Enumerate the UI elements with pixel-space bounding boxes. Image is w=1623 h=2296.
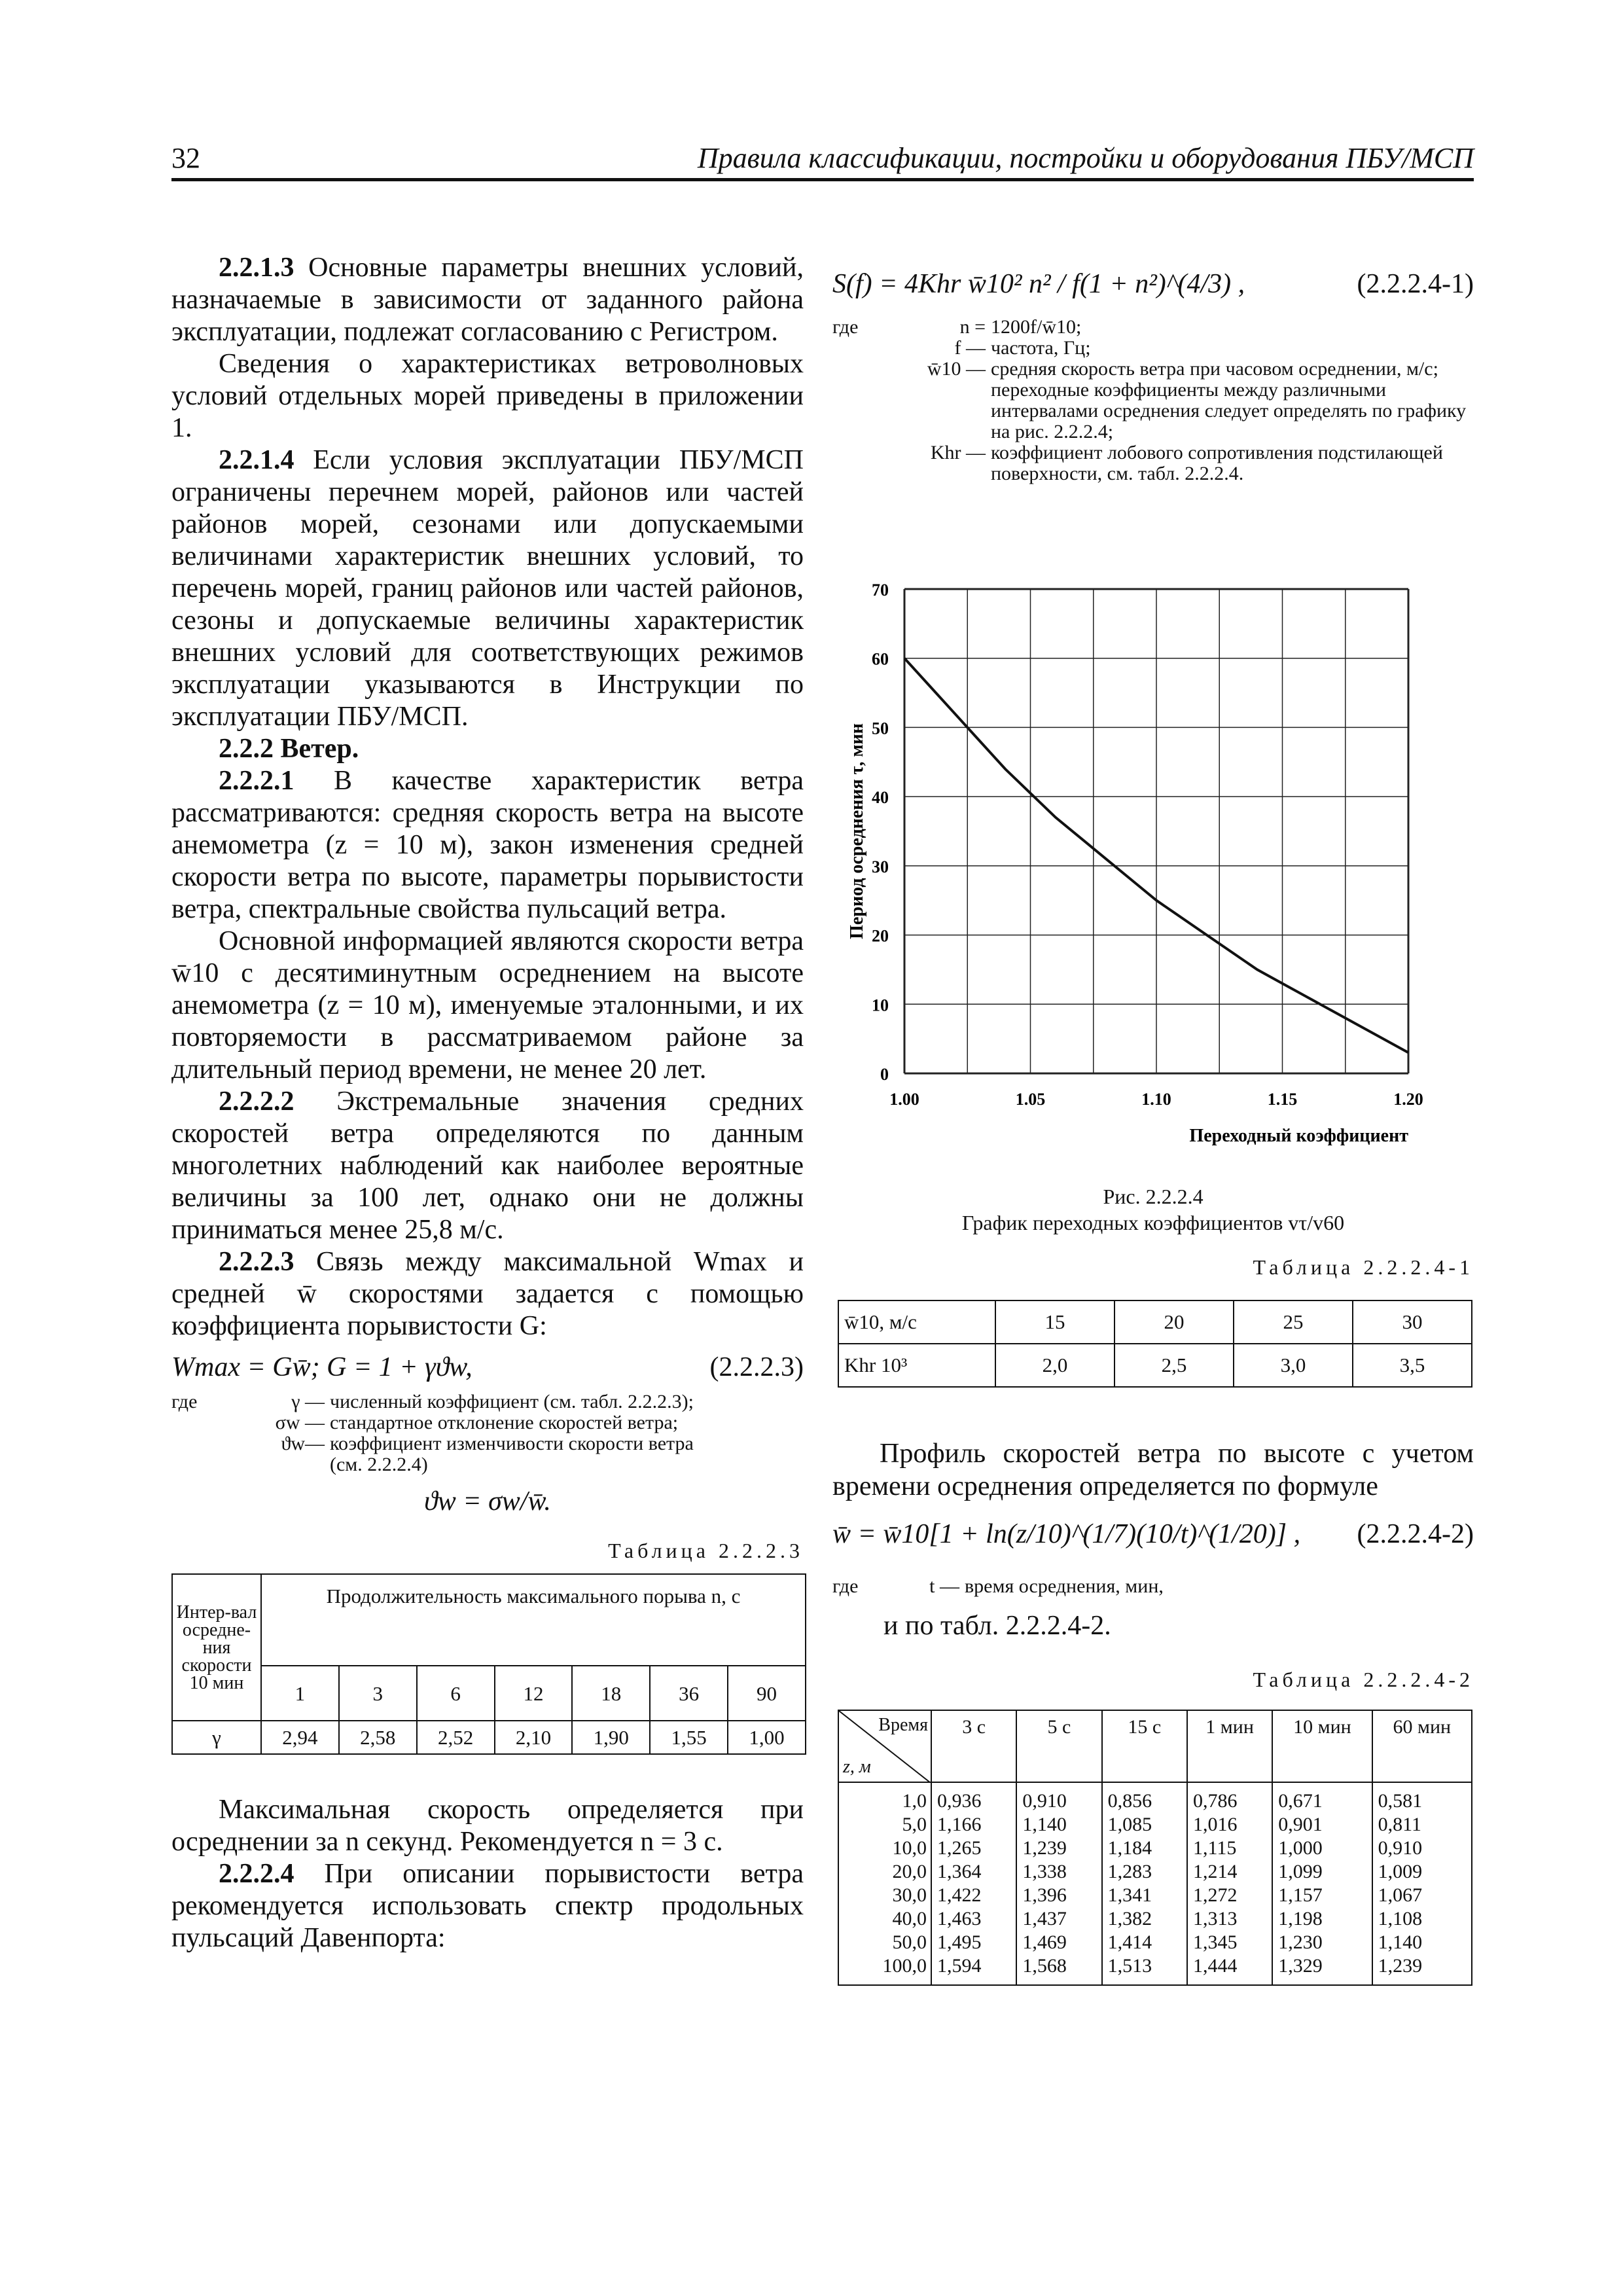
table-cell: 2,94: [261, 1721, 339, 1754]
table-2-2-2-3: [171, 1573, 806, 1755]
table-cell: 1,000: [1278, 1837, 1323, 1859]
table-cell: 1,108: [1378, 1908, 1423, 1929]
table-cell: 1,422: [937, 1884, 982, 1906]
table-row-label: γ: [172, 1721, 261, 1754]
table-cell: 15: [995, 1300, 1115, 1344]
table-cell: 0,811: [1378, 1814, 1421, 1835]
table-col-header: 1: [261, 1666, 339, 1721]
where-value: стандартное отклонение скоростей ветра;: [330, 1412, 679, 1433]
y-tick-label: 0: [880, 1065, 889, 1084]
table-cell: 0,901: [1278, 1814, 1323, 1835]
where-row: [832, 442, 1474, 484]
para-text: В качестве характеристик ветра рассматриваются: средняя скорость ветра на высоте анемометра (z = 10 м), закон изменения средней скорости ветра по высоте, параметры порывистости ветра, спектральные свойства пульсаций ветра.: [171, 766, 804, 924]
y-axis-label: Период осреднения τ, мин: [847, 723, 867, 939]
header-rule: [171, 178, 1474, 181]
para-text: При описании порывистости ветра рекомендуется использовать спектр продольных пульсаций Давенпорта:: [171, 1859, 804, 1953]
table-cell: 30,0: [892, 1884, 927, 1906]
para-2-2-1-4: [171, 444, 804, 733]
table-cell: 1,166: [937, 1814, 982, 1835]
table-cell: 1,283: [1107, 1861, 1152, 1882]
where-key: w̄10 —: [927, 358, 986, 380]
para-text: Сведения о характеристиках ветроволновых условий отдельных морей приведены в приложении 1.: [171, 349, 804, 443]
table-col-header: 18: [572, 1666, 650, 1721]
section-number: 2.2.2.1: [219, 766, 294, 796]
where-label: [171, 1454, 226, 1475]
x-tick-label: 1.20: [1393, 1090, 1423, 1109]
table-cell: 1,009: [1378, 1861, 1423, 1882]
table-cols-row: [172, 1666, 806, 1721]
table-cell: 0,910: [1022, 1790, 1067, 1812]
table-cell: 1,0: [902, 1790, 927, 1812]
formula-number: (2.2.2.4-1): [1357, 269, 1474, 299]
section-number: 2.2.1.3: [219, 253, 294, 283]
table-cell: 2,58: [339, 1721, 417, 1754]
table-cell: 2,5: [1115, 1344, 1234, 1387]
chart-2-2-2-4: [844, 576, 1472, 1178]
table-row: [172, 1721, 806, 1754]
table-cell: 0,910: [1378, 1837, 1423, 1859]
corner-top: Время: [878, 1715, 928, 1735]
table-cell: 1,115: [1192, 1837, 1237, 1859]
table-col: [1372, 1782, 1472, 1985]
table-cell: 5,0: [902, 1814, 927, 1835]
table-cell: 1,341: [1107, 1884, 1152, 1906]
table-col-header: 90: [728, 1666, 806, 1721]
para-2-2-1-3: [171, 252, 804, 348]
table-cell: 2,0: [995, 1344, 1115, 1387]
table-col-header: 12: [495, 1666, 573, 1721]
table-cell: 0,786: [1192, 1790, 1238, 1812]
where-key: γ —: [291, 1391, 325, 1412]
formula-davenport: [832, 268, 1474, 300]
where-key: Khr —: [930, 442, 986, 463]
where-label: [832, 338, 887, 359]
y-tick-label: 10: [872, 996, 889, 1015]
table-z-col: [838, 1782, 931, 1985]
table-cell: 1,414: [1107, 1931, 1152, 1953]
table-header-row: [838, 1710, 1472, 1782]
where-label: [832, 359, 887, 442]
table-cell: 1,184: [1107, 1837, 1152, 1859]
table-col: [1187, 1782, 1272, 1985]
table-cell: 1,444: [1192, 1955, 1238, 1977]
table-col-header: 15 с: [1102, 1710, 1187, 1782]
y-tick-label: 20: [872, 926, 889, 946]
table-cell: 0,671: [1278, 1790, 1323, 1812]
table-cell: 25: [1234, 1300, 1353, 1344]
formula-number: (2.2.2.4-2): [1357, 1519, 1474, 1549]
para-2-2-2-2: [171, 1086, 804, 1246]
table-head-duration: Продолжительность максимального порыва n, с: [261, 1574, 806, 1666]
table-cell: 0,856: [1107, 1790, 1152, 1812]
where-key: f —: [954, 337, 986, 359]
section-number: 2.2.2.2: [219, 1086, 294, 1117]
table-cell: 3,5: [1353, 1344, 1472, 1387]
table-col-header: 3: [339, 1666, 417, 1721]
where-label: где: [832, 316, 859, 338]
para-text: Если условия эксплуатации ПБУ/МСП ограничены перечнем морей, районов или частей районов морей, сезонами или допускаемыми величинами характеристик внешних условий, то перечень морей, границ районов или частей районов, сезоны и допускаемые величины характеристик внешних условий для соответствующих режимов эксплуатации указываются в Инструкции по эксплуатации ПБУ/МСП.: [171, 445, 804, 732]
figure-title: График переходных коэффициентов vτ/v60: [961, 1211, 1345, 1234]
table-cell: 1,265: [937, 1837, 982, 1859]
where-value: коэффициент лобового сопротивления подстилающей поверхности, см. табл. 2.2.2.4.: [991, 442, 1443, 484]
table-row: [838, 1344, 1472, 1387]
table-cell: 1,140: [1378, 1931, 1423, 1953]
where-value: численный коэффициент (см. табл. 2.2.2.3);: [330, 1391, 694, 1412]
where-value: частота, Гц;: [991, 337, 1091, 359]
where-list-2: [832, 1576, 1474, 1597]
corner-bottom: z, м: [843, 1757, 871, 1777]
running-title: Правила классификации, постройки и оборудования ПБУ/МСП: [697, 142, 1474, 174]
y-tick-label: 30: [872, 857, 889, 876]
x-tick-label: 1.15: [1267, 1090, 1298, 1109]
table-col: [1272, 1782, 1372, 1985]
where-label: где: [832, 1575, 859, 1597]
figure-label: Рис. 2.2.2.4: [1103, 1185, 1204, 1208]
where-label: [171, 1412, 226, 1433]
table-cell: 2,52: [417, 1721, 495, 1754]
figure-caption: [832, 1183, 1474, 1236]
para-text: Основные параметры внешних условий, назначаемые в зависимости от заданного района эксплуатации, подлежат согласованию с Регистром.: [171, 253, 804, 347]
para-main-info: [171, 925, 804, 1086]
table-cell: 30: [1353, 1300, 1472, 1344]
section-number: 2.2.2.4: [219, 1859, 294, 1889]
table-cell: Khr 10³: [838, 1344, 995, 1387]
where-row: [832, 338, 1474, 359]
where-value: 1200f/w̄10;: [991, 316, 1082, 338]
x-tick-label: 1.05: [1015, 1090, 1046, 1109]
table-cell: 3,0: [1234, 1344, 1353, 1387]
where-row: [171, 1391, 804, 1412]
table-2-2-2-4-1: [838, 1300, 1472, 1388]
y-tick-label: 70: [872, 581, 889, 600]
table-cell: 40,0: [892, 1908, 927, 1929]
table-cell: 1,437: [1022, 1908, 1067, 1929]
table-cell: 1,239: [1022, 1837, 1067, 1859]
para-text: Экстремальные значения средних скоростей ветра определяются по данным многолетних наблюдений как наиболее вероятные величины за 100 лет, однако они не должны приниматься менее 25,8 м/с.: [171, 1086, 804, 1245]
table-col: [1102, 1782, 1187, 1985]
section-heading: 2.2.2 Ветер.: [219, 734, 359, 764]
where-row: [171, 1433, 804, 1454]
y-tick-label: 60: [872, 649, 889, 669]
table-cell: 1,140: [1022, 1814, 1067, 1835]
formula-variation: ϑw = σw/w̄.: [424, 1486, 551, 1516]
table-caption: Таблица 2.2.2.3: [608, 1539, 804, 1562]
table-body-row: [838, 1782, 1472, 1985]
section-number: 2.2.2.3: [219, 1247, 294, 1277]
para-max-speed: [171, 1794, 804, 1858]
table-col: [1016, 1782, 1101, 1985]
para-2-2-2-4: [171, 1858, 804, 1954]
para-profile: Профиль скоростей ветра по высоте с учетом времени осреднения определяется по формуле: [832, 1439, 1474, 1501]
where-value: время осреднения, мин,: [965, 1575, 1164, 1597]
table-col-header: 36: [650, 1666, 728, 1721]
table-cell: 2,10: [495, 1721, 573, 1754]
table-cell: 1,329: [1278, 1955, 1323, 1977]
table-cell: 1,313: [1192, 1908, 1238, 1929]
where-list: [171, 1391, 804, 1475]
page-number: 32: [171, 142, 200, 174]
table-col-header: 1 мин: [1187, 1710, 1272, 1782]
table-cell: 1,90: [572, 1721, 650, 1754]
table-cell: 10,0: [892, 1837, 927, 1859]
where-key: [226, 1454, 330, 1475]
table-cell: 1,00: [728, 1721, 806, 1754]
table-cell: 0,936: [937, 1790, 982, 1812]
where-label: [832, 442, 887, 484]
table-cell: 1,085: [1107, 1814, 1152, 1835]
where-key: t —: [929, 1575, 959, 1597]
table-col-header: 3 с: [931, 1710, 1016, 1782]
para-2-2-2-1: [171, 765, 804, 925]
table-caption: Таблица 2.2.2.4-1: [1253, 1255, 1474, 1279]
where-key: σw —: [275, 1412, 325, 1433]
table-head-interval: Интер-вал осредне-ния скорости 10 мин: [172, 1574, 261, 1721]
table-corner: [838, 1710, 931, 1782]
table-cell: 1,594: [937, 1955, 982, 1977]
para-2-2-2-3: [171, 1246, 804, 1342]
section-number: 2.2.1.4: [219, 445, 294, 475]
where-label: где: [171, 1391, 198, 1412]
formula: w̄ = w̄10[1 + ln(z/10)^(1/7)(10/t)^(1/20)] ,: [832, 1519, 1301, 1549]
table-cell: 1,239: [1378, 1955, 1423, 1977]
where-list: [832, 317, 1474, 484]
where-key: ϑw—: [281, 1433, 325, 1454]
table-cell: 1,067: [1378, 1884, 1423, 1906]
table-cell: 1,198: [1278, 1908, 1323, 1929]
table-col: [931, 1782, 1016, 1985]
formula: Wmax = Gw̄; G = 1 + γϑw,: [171, 1352, 473, 1382]
table-caption: Таблица 2.2.2.4-2: [1253, 1668, 1474, 1691]
para-climate: [171, 348, 804, 444]
formula-number: (2.2.2.3): [709, 1352, 804, 1382]
table-cell: 0,581: [1378, 1790, 1423, 1812]
table-cell: 1,230: [1278, 1931, 1323, 1953]
y-tick-label: 50: [872, 719, 889, 738]
formula-profile: [832, 1518, 1474, 1550]
table-cell: 50,0: [892, 1931, 927, 1953]
heading-wind: [171, 733, 804, 765]
table-2-2-2-4-2: [838, 1710, 1472, 1986]
left-column: [171, 252, 804, 1954]
table-cell: 1,463: [937, 1908, 982, 1929]
table-cell: 1,345: [1192, 1931, 1238, 1953]
where-value: (см. 2.2.2.4): [330, 1454, 428, 1475]
table-col-header: 5 с: [1016, 1710, 1101, 1782]
x-tick-label: 1.10: [1141, 1090, 1171, 1109]
table-cell: 20,0: [892, 1861, 927, 1882]
where-row: [832, 317, 1474, 338]
table-cell: 1,469: [1022, 1931, 1067, 1953]
table-cell: 1,568: [1022, 1955, 1067, 1977]
formula-2-2-2-3: [171, 1352, 804, 1384]
table-cell: 1,382: [1107, 1908, 1152, 1929]
y-tick-label: 40: [872, 788, 889, 808]
table-cell: 1,338: [1022, 1861, 1067, 1882]
formula: S(f) = 4Khr w̄10² n² / f(1 + n²)^(4/3) ,: [832, 269, 1245, 299]
table-cell: 1,364: [937, 1861, 982, 1882]
table-col-header: 6: [417, 1666, 495, 1721]
para-text: Основной информацией являются скорости ветра w̄10 с десятиминутным осреднением на высоте анемометра (z = 10 м), именуемые эталонными, и их повторяемости в рассматриваемом районе за длительный период времени, не менее 20 лет.: [171, 926, 804, 1085]
where-label: [171, 1433, 226, 1454]
table-cell: 1,099: [1278, 1861, 1323, 1882]
right-column: [832, 268, 1474, 484]
where-row: [171, 1454, 804, 1475]
para-text: Максимальная скорость определяется при осреднении за n секунд. Рекомендуется n = 3 с.: [171, 1795, 804, 1857]
table-cell: 100,0: [882, 1955, 927, 1977]
table-cell: 1,214: [1192, 1861, 1238, 1882]
table-cell: 1,495: [937, 1931, 982, 1953]
table-cell: 20: [1115, 1300, 1234, 1344]
table-cell: 1,396: [1022, 1884, 1067, 1906]
where-key: n =: [959, 316, 986, 338]
table-col-header: 60 мин: [1372, 1710, 1472, 1782]
table-cell: 1,157: [1278, 1884, 1323, 1906]
table-cell: 1,016: [1192, 1814, 1238, 1835]
x-tick-label: 1.00: [889, 1090, 919, 1109]
table-cell: 1,513: [1107, 1955, 1152, 1977]
where-row: [832, 359, 1474, 442]
where-value: средняя скорость ветра при часовом осреднении, м/с; переходные коэффициенты между различными интервалами осреднения следует определять по графику на рис. 2.2.2.4;: [991, 358, 1467, 442]
para-and-table: и по табл. 2.2.2.4-2.: [883, 1611, 1111, 1641]
para-text: Связь между максимальной Wmax и средней w̄ скоростями задается с помощью коэффициента порывистости G:: [171, 1247, 804, 1341]
table-row: [838, 1300, 1472, 1344]
table-col-header: 10 мин: [1272, 1710, 1372, 1782]
where-value: коэффициент изменчивости скорости ветра: [330, 1433, 694, 1454]
table-cell: 1,55: [650, 1721, 728, 1754]
where-row: [171, 1412, 804, 1433]
table-cell: 1,272: [1192, 1884, 1238, 1906]
table-cell: w̄10, м/с: [838, 1300, 995, 1344]
x-axis-label: Переходный коэффициент: [1189, 1126, 1408, 1146]
